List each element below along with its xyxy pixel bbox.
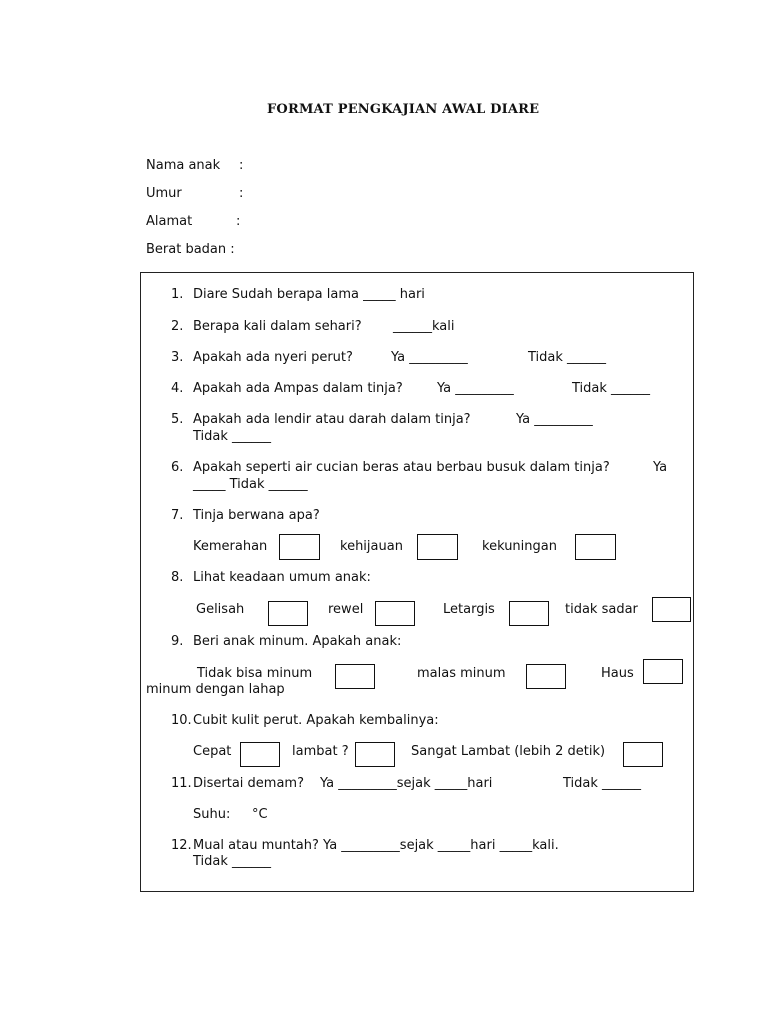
q8-opt-gelisah-label: Gelisah xyxy=(196,602,245,617)
q7-kemerahan-checkbox[interactable] xyxy=(279,534,320,560)
q10-opt-sangat-lambat-label: Sangat Lambat (lebih 2 detik) xyxy=(411,744,606,759)
nama-anak-label: Nama anak xyxy=(146,158,221,173)
q11-suhu-unit: °C xyxy=(252,807,268,822)
q8-letargis-checkbox[interactable] xyxy=(509,601,549,626)
q10-sangat-lambat-checkbox[interactable] xyxy=(623,742,663,767)
berat-badan-label: Berat badan : xyxy=(146,242,235,257)
q7-opt-kemerahan-label: Kemerahan xyxy=(193,539,268,554)
q4-tidak[interactable]: Tidak ______ xyxy=(572,381,651,396)
q3-ya[interactable]: Ya _________ xyxy=(391,350,468,365)
q12-number: 12. xyxy=(171,838,192,853)
q6-line2[interactable]: _____ Tidak ______ xyxy=(193,477,308,492)
q3-tidak[interactable]: Tidak ______ xyxy=(528,350,607,365)
q7-opt-kehijauan-label: kehijauan xyxy=(340,539,403,554)
q2-blank[interactable]: ______kali xyxy=(393,319,455,334)
q7-kehijauan-checkbox[interactable] xyxy=(417,534,458,560)
q9-opt-tidak-bisa-minum-label: Tidak bisa minum xyxy=(197,666,313,681)
q7-opt-kekuningan-label: kekuningan xyxy=(482,539,557,554)
q9-text: Beri anak minum. Apakah anak: xyxy=(193,634,402,649)
q11-number: 11. xyxy=(171,776,192,791)
q11-text: Disertai demam? xyxy=(193,776,304,791)
q11-tidak[interactable]: Tidak ______ xyxy=(563,776,642,791)
q3-number: 3. xyxy=(171,350,184,365)
q10-text: Cubit kulit perut. Apakah kembalinya: xyxy=(193,713,439,728)
nama-anak-colon: : xyxy=(239,158,244,173)
q2-text: Berapa kali dalam sehari? xyxy=(193,319,362,334)
q10-lambat-checkbox[interactable] xyxy=(355,742,395,767)
q6-ya[interactable]: Ya xyxy=(653,460,668,475)
q6-text: Apakah seperti air cucian beras atau berbau busuk dalam tinja? xyxy=(193,460,610,475)
q1-number: 1. xyxy=(171,287,184,302)
q7-kekuningan-checkbox[interactable] xyxy=(575,534,616,560)
umur-label: Umur xyxy=(146,186,182,201)
q8-opt-tidak-sadar-label: tidak sadar xyxy=(565,602,638,617)
q8-text: Lihat keadaan umum anak: xyxy=(193,570,371,585)
q2-number: 2. xyxy=(171,319,184,334)
q11-ya[interactable]: Ya _________sejak _____hari xyxy=(320,776,493,791)
q7-text: Tinja berwana apa? xyxy=(193,508,320,523)
q9-opt-minum-dengan-lahap-label: minum dengan lahap xyxy=(146,682,285,697)
q12-tidak[interactable]: Tidak ______ xyxy=(193,854,272,869)
q10-cepat-checkbox[interactable] xyxy=(240,742,280,767)
q3-text: Apakah ada nyeri perut? xyxy=(193,350,353,365)
q8-rewel-checkbox[interactable] xyxy=(375,601,415,626)
q8-number: 8. xyxy=(171,570,184,585)
q9-tidak-bisa-minum-checkbox[interactable] xyxy=(335,664,375,689)
q5-text: Apakah ada lendir atau darah dalam tinja? xyxy=(193,412,471,427)
q9-haus-checkbox[interactable] xyxy=(643,659,683,684)
q1-text: Diare Sudah berapa lama _____ hari xyxy=(193,287,425,302)
q8-opt-letargis-label: Letargis xyxy=(443,602,495,617)
q8-gelisah-checkbox[interactable] xyxy=(268,601,308,626)
q11-suhu-label: Suhu: xyxy=(193,807,231,822)
q5-ya[interactable]: Ya _________ xyxy=(516,412,593,427)
q8-opt-rewel-label: rewel xyxy=(328,602,364,617)
q9-opt-malas-minum-label: malas minum xyxy=(417,666,506,681)
q9-number: 9. xyxy=(171,634,184,649)
umur-colon: : xyxy=(239,186,244,201)
q12-text: Mual atau muntah? Ya _________sejak _____hari _____kali. xyxy=(193,838,559,853)
page-title: FORMAT PENGKAJIAN AWAL DIARE xyxy=(267,102,540,117)
q6-number: 6. xyxy=(171,460,184,475)
q7-number: 7. xyxy=(171,508,184,523)
q10-number: 10. xyxy=(171,713,192,728)
q8-tidak-sadar-checkbox[interactable] xyxy=(652,597,691,622)
q4-number: 4. xyxy=(171,381,184,396)
q4-ya[interactable]: Ya _________ xyxy=(437,381,514,396)
alamat-colon: : xyxy=(236,214,241,229)
q10-opt-cepat-label: Cepat xyxy=(193,744,232,759)
q5-number: 5. xyxy=(171,412,184,427)
q9-malas-minum-checkbox[interactable] xyxy=(526,664,566,689)
alamat-label: Alamat xyxy=(146,214,193,229)
q5-tidak[interactable]: Tidak ______ xyxy=(193,429,272,444)
q10-opt-lambat-label: lambat ? xyxy=(292,744,349,759)
q9-opt-haus-label: Haus xyxy=(601,666,634,681)
q4-text: Apakah ada Ampas dalam tinja? xyxy=(193,381,403,396)
